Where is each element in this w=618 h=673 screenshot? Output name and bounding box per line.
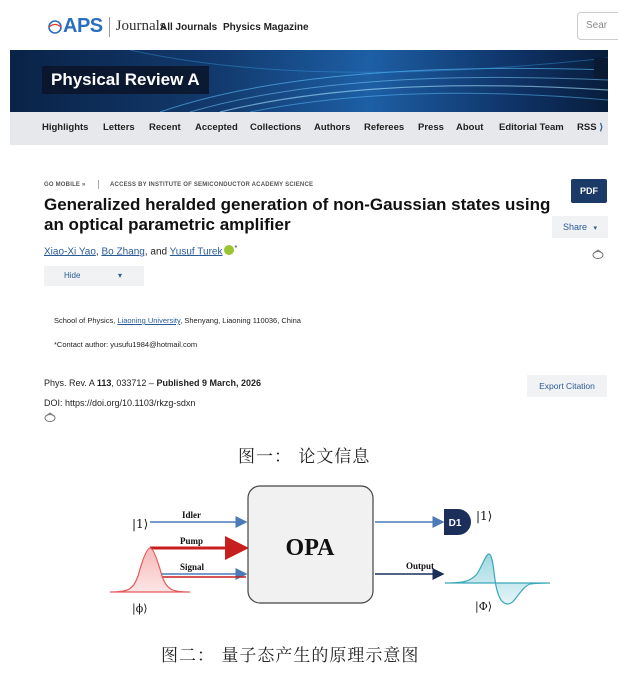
- share-button[interactable]: [552, 216, 608, 238]
- opa-label: OPA: [285, 535, 335, 561]
- subnav-referees[interactable]: Referees: [364, 122, 405, 133]
- subnav-collections[interactable]: Collections: [250, 122, 302, 133]
- subnav-editorial-team[interactable]: Editorial Team: [499, 122, 564, 133]
- output-pulse: [445, 554, 550, 604]
- output-label: Output: [406, 561, 435, 571]
- citation-icon[interactable]: [44, 411, 56, 423]
- banner-side-button[interactable]: [594, 58, 608, 78]
- export-citation-button[interactable]: Export Citation: [527, 375, 607, 397]
- opa-diagram: [100, 476, 560, 626]
- publication-info: [44, 378, 261, 388]
- nav-all-journals[interactable]: All Journals: [160, 22, 218, 33]
- article-title: Generalized heralded generation of non-Gaussian states using an optical parametric amplifier: [44, 195, 551, 234]
- affiliation-pre: School of Physics,: [54, 316, 118, 325]
- subnav-highlights[interactable]: Highlights: [42, 122, 89, 133]
- pump-label: Pump: [180, 536, 204, 546]
- subnav-press[interactable]: Press: [418, 122, 444, 133]
- subnav-rss[interactable]: [577, 122, 604, 133]
- author-link-1[interactable]: Xiao-Xi Yao: [44, 246, 96, 258]
- affiliation-link[interactable]: Liaoning University: [117, 316, 181, 325]
- hide-affiliations-button[interactable]: [44, 266, 144, 286]
- aps-globe-icon: [48, 20, 62, 34]
- chevron-down-icon: ▾: [118, 271, 123, 280]
- author-list: [44, 245, 237, 257]
- detector-label: D1: [448, 518, 462, 529]
- figure-2-caption: 图二： 量子态产生的原理示意图: [161, 646, 420, 666]
- search-input[interactable]: Sear: [577, 12, 618, 40]
- logo-aps-text: APS: [63, 15, 103, 37]
- affiliation: [54, 316, 301, 325]
- journal-title[interactable]: Physical Review A: [42, 66, 209, 94]
- subnav-rss-label: RSS: [577, 122, 597, 133]
- subnav-authors[interactable]: Authors: [314, 122, 351, 133]
- subnav-accepted[interactable]: Accepted: [195, 122, 238, 133]
- hide-label: Hide: [64, 271, 81, 280]
- logo-journals-text: Journals: [115, 18, 166, 34]
- ket-one-out: |1⟩: [476, 509, 493, 523]
- contact-author: *Contact author: yusufu1984@hotmail.com: [54, 340, 198, 349]
- figure-1-caption: 图一： 论文信息: [238, 447, 371, 467]
- signal-pulse: [110, 548, 190, 592]
- pub-article: , 033712 –: [111, 378, 157, 388]
- affiliation-post: , Shenyang, Liaoning 110036, China: [180, 316, 301, 325]
- share-label: Share: [562, 222, 587, 232]
- signal-label: Signal: [180, 562, 205, 572]
- phi-out-label: |Φ⟩: [475, 600, 493, 613]
- ket-one-in: |1⟩: [132, 517, 149, 531]
- doi-text: DOI: https://doi.org/10.1103/rkzg-sdxn: [44, 398, 196, 408]
- access-notice: ACCESS BY INSTITUTE OF SEMICONDUCTOR ACADEMY SCIENCE: [110, 182, 314, 188]
- author-sep-1: ,: [95, 246, 102, 258]
- pub-journal: Phys. Rev. A: [44, 378, 97, 388]
- logo-divider: [109, 17, 110, 37]
- subnav-recent[interactable]: Recent: [149, 122, 181, 133]
- orcid-icon[interactable]: [224, 245, 234, 255]
- author-sep-2: , and: [144, 246, 170, 258]
- pub-date: Published 9 March, 2026: [156, 378, 261, 388]
- phi-in-label: |ϕ⟩: [132, 602, 148, 615]
- subnav-letters[interactable]: Letters: [103, 122, 135, 133]
- pub-volume: 113: [96, 378, 112, 388]
- author-link-2[interactable]: Bo Zhang: [101, 246, 145, 258]
- author-link-3[interactable]: Yusuf Turek: [169, 246, 223, 258]
- chevron-down-icon: ▾: [593, 225, 598, 232]
- idler-label: Idler: [182, 510, 201, 520]
- aps-logo[interactable]: [48, 15, 166, 38]
- rss-icon: ⟩: [596, 122, 604, 133]
- corresponding-star: *: [234, 245, 238, 252]
- nav-physics-magazine[interactable]: Physics Magazine: [223, 22, 309, 33]
- crumb-divider: [98, 180, 99, 189]
- citation-icon[interactable]: [592, 248, 604, 260]
- subnav-about[interactable]: About: [456, 122, 484, 133]
- go-mobile-link[interactable]: GO MOBILE »: [44, 182, 86, 188]
- pdf-button[interactable]: PDF: [571, 179, 607, 203]
